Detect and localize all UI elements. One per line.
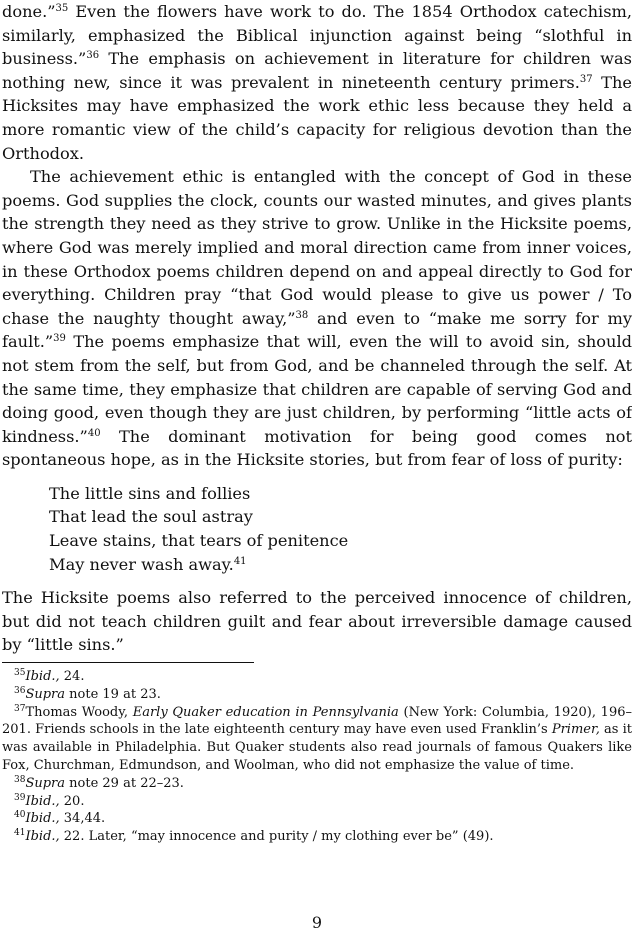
footnote-number: 37 — [14, 703, 26, 714]
text-run: 34,44. — [59, 811, 106, 827]
footnote-35 — [2, 668, 632, 686]
paragraph-2 — [2, 165, 632, 472]
paragraph-1 — [2, 0, 632, 165]
footnote-36 — [2, 686, 632, 704]
citation-ref: Supra — [25, 775, 66, 791]
footnote-38 — [2, 775, 632, 793]
text-run: (New York: Columbia, 1920), 196–201. Friends schools in the late eighteenth century may have even used Franklin’s — [2, 704, 632, 738]
text-run: Even the flowers have work to do. The 1854 Orthodox catechism, similarly, emphasized the Biblical injunction against being “slothful in business.” — [2, 2, 632, 69]
block-quote-poem — [49, 482, 632, 576]
text-run: note 19 at 23. — [65, 686, 161, 702]
text-run: The Hicksites may have emphasized the work ethic less because they held a more romantic view of the child’s capacity for religious devotion than the Orthodox. — [2, 72, 632, 163]
footnote-divider — [2, 662, 254, 663]
text-run: The poems emphasize that will, even the will to avoid sin, should not stem from the self, but from God, and be channeled through the self. At the same time, they emphasize that children are capable of serving God and doing good, even though they are just children, by performing “little acts of kindness.” — [2, 332, 632, 446]
footnote-number: 36 — [14, 685, 26, 696]
text-run: The emphasis on achievement in literature for children was nothing new, since it was prevalent in nineteenth century primers. — [2, 49, 632, 92]
footnote-39 — [2, 793, 632, 811]
text-run: Thomas Woody, — [25, 704, 133, 720]
book-title: Primer, — [551, 722, 600, 738]
footnote-ref-37: 37 — [579, 73, 593, 85]
citation-ref: Ibid., — [25, 669, 60, 685]
poem-line-3: Leave stains, that tears of penitence — [49, 531, 349, 551]
text-run: 24. — [59, 669, 85, 685]
document-page — [2, 0, 632, 933]
text-run: The achievement ethic is entangled with the concept of God in these poems. God supplies the clock, counts our wasted minutes, and gives plants the strength they need as they strive to grow. Unlike in the Hicksite poems, where God was merely implied and moral direction came from inner voices, in these Orthodox poems children depend on and appeal directly to God for everything. Children pray “that God would please to give us power / To chase the naughty thought away,” — [2, 167, 632, 328]
footnote-40 — [2, 810, 632, 828]
text-run: as it was available in Philadelphia. But Quaker students also read journals of famous Quakers like Fox, Churchman, Edmundson, and Woolman, who did not emphasize the value of time. — [2, 722, 632, 774]
footnote-ref-36: 36 — [86, 50, 100, 62]
text-run: done.” — [2, 2, 56, 21]
citation-ref: Ibid., — [25, 811, 60, 827]
footnote-number: 41 — [14, 828, 26, 839]
footnote-41 — [2, 828, 632, 846]
paragraph-3: The Hicksite poems also referred to the perceived innocence of children, but did not teach children guilt and fear about irreversible damage caused by “little sins.” — [2, 588, 632, 655]
footnote-ref-40: 40 — [87, 427, 101, 439]
footnote-number: 39 — [14, 792, 26, 803]
footnotes — [2, 668, 632, 846]
book-title: Early Quaker education in Pennsylvania — [132, 704, 399, 720]
page-number: 9 — [311, 913, 323, 932]
citation-ref: Supra — [25, 686, 66, 702]
citation-ref: Ibid., — [25, 793, 60, 809]
citation-ref: Ibid., — [25, 829, 60, 845]
footnote-ref-38: 38 — [295, 309, 309, 321]
text-run: 22. Later, “may innocence and purity / my clothing ever be” (49). — [59, 829, 494, 845]
footnote-ref-41: 41 — [233, 555, 247, 567]
text-run: and even to “make me sorry for my fault.” — [2, 308, 632, 352]
footnote-ref-35: 35 — [55, 3, 69, 14]
footnote-37 — [2, 704, 632, 775]
footnote-number: 38 — [14, 774, 26, 785]
poem-line-2: That lead the soul astray — [49, 507, 253, 527]
footnote-number: 40 — [14, 810, 26, 821]
text-run: The dominant motivation for being good comes not spontaneous hope, as in the Hicksite stories, but from fear of loss of purity: — [2, 426, 632, 470]
text-run: note 29 at 22–23. — [65, 775, 184, 791]
footnote-ref-39: 39 — [53, 333, 66, 345]
poem-line-1: The little sins and follies — [49, 483, 251, 503]
text-run: May never wash away. — [49, 554, 234, 574]
footnote-number: 35 — [14, 668, 26, 679]
poem-line-4 — [49, 553, 632, 577]
main-text — [2, 0, 632, 657]
text-run: 20. — [59, 793, 85, 809]
